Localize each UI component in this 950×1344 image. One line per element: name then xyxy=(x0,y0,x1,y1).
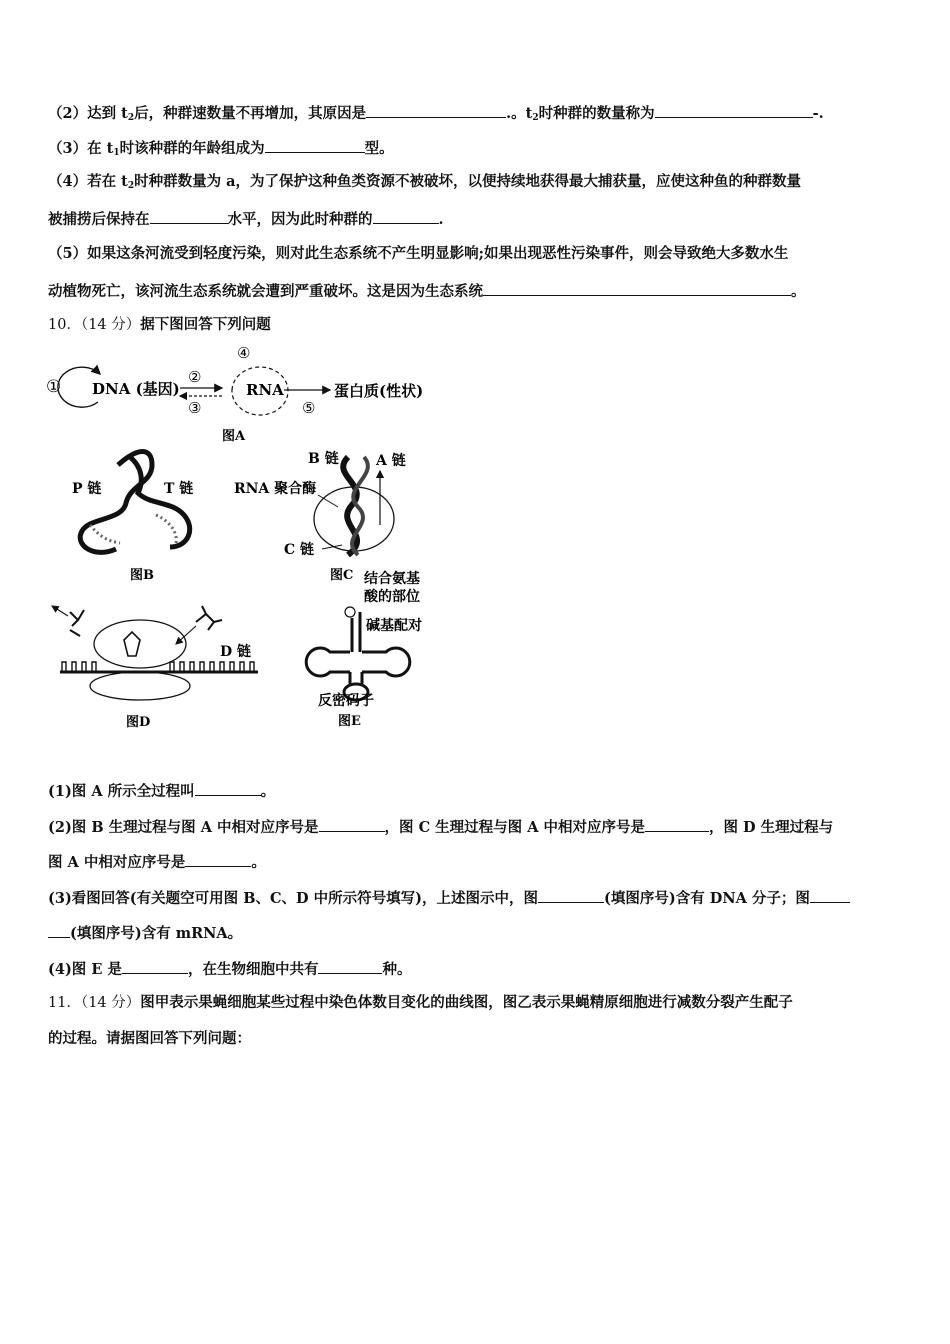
q11-line2: 的过程。请据图回答下列问题： xyxy=(48,1030,251,1047)
answer-blank[interactable] xyxy=(150,208,228,224)
answer-blank[interactable] xyxy=(48,922,70,938)
fig-b-t-chain: T 链 xyxy=(164,481,194,497)
fig-d-ribosome-large xyxy=(94,620,186,668)
q10-part3: (3)看图回答(有关题空可用图 B、C、D 中所示符号填写)，上述图示中，图 (填图序号)含有 DNA 分子；图 xyxy=(48,887,850,909)
q10-part4: (4)图 E 是 ，在生物细胞中共有 种。 xyxy=(48,958,411,980)
figure-b xyxy=(60,445,230,590)
answer-blank[interactable] xyxy=(538,887,604,903)
answer-blank[interactable] xyxy=(318,958,382,974)
q9-part2: （2）达到 $t_2$后，种群速数量不再增加，其原因是 .。$t_2$时种群的数量称为 -. xyxy=(48,102,824,128)
fig-e-amino-end xyxy=(345,607,355,617)
fig-e-base-pairing: 碱基配对 xyxy=(366,618,422,634)
figure-e xyxy=(290,568,450,733)
fig-e-acceptor-stem xyxy=(352,612,360,652)
q9-part4: （4）若在 $t_2$时种群数量为 a，为了保护这种鱼类资源不被破坏，以便持续地获得最大捕获量，应使这种鱼的种群数量 xyxy=(48,173,802,191)
fig-d-trna-right xyxy=(196,606,222,630)
fig-e-anticodon-stem xyxy=(350,672,362,684)
fig-e-cloverleaf-left xyxy=(306,648,350,676)
q9-part4-line2: 被捕捞后保持在 水平，因为此时种群的 . xyxy=(48,208,444,230)
fig-a-protein-label: 蛋白质(性状) xyxy=(334,382,424,400)
fig-d-trna-center xyxy=(124,632,140,656)
q10-part3-line2: (填图序号)含有 mRNA。 xyxy=(48,922,242,944)
fig-e-binding-site-2: 酸的部位 xyxy=(364,589,420,605)
fig-a-dna-label: DNA (基因) xyxy=(92,380,180,398)
fig-c-a-chain: A 链 xyxy=(376,453,406,469)
fig-d-trna-left xyxy=(70,610,84,636)
fig-e-binding-site-1: 结合氨基 xyxy=(364,571,420,587)
figure-d xyxy=(40,600,270,735)
answer-blank[interactable] xyxy=(810,887,850,903)
fig-b-caption: 图B xyxy=(130,568,154,583)
fig-a-rna-label: RNA xyxy=(246,381,284,399)
q9-part5-line2: 动植物死亡，该河流生态系统就会遭到严重破坏。这是因为生态系统 。 xyxy=(48,280,806,302)
answer-blank[interactable] xyxy=(373,208,439,224)
fig-c-b-chain: B 链 xyxy=(308,451,339,467)
answer-blank[interactable] xyxy=(185,851,251,867)
fig-c-caption: 图C xyxy=(330,568,354,583)
fig-b-helix-strand-2 xyxy=(130,457,190,547)
q9-part3: （3）在 $t_1$时该种群的年龄组成为 型。 xyxy=(48,137,394,163)
answer-blank[interactable] xyxy=(655,102,813,118)
fig-d-d-chain: D 链 xyxy=(220,644,252,660)
fig-b-helix-strand-1 xyxy=(80,452,152,553)
answer-blank[interactable] xyxy=(122,958,188,974)
q9-part5: （5）如果这条河流受到轻度污染，则对此生态系统不产生明显影响;如果出现恶性污染事件，则会导致绝大多数水生 xyxy=(48,245,789,262)
fig-e-cloverleaf-right xyxy=(362,648,410,676)
fig-a-circle-1: ① xyxy=(46,377,62,397)
fig-e-anticodon: 反密码子 xyxy=(318,693,374,709)
figure-a xyxy=(40,340,440,450)
fig-c-c-chain: C 链 xyxy=(284,542,315,558)
fig-a-circle-5: ⑤ xyxy=(302,399,316,417)
q10-part2-line2: 图 A 中相对应序号是 。 xyxy=(48,851,266,873)
q10-heading: 10．（14 分）据下图回答下列问题 xyxy=(48,316,271,333)
answer-blank[interactable] xyxy=(265,137,365,153)
answer-blank[interactable] xyxy=(319,816,385,832)
answer-blank[interactable] xyxy=(645,816,709,832)
fig-b-p-chain: P 链 xyxy=(72,481,102,497)
fig-c-polymerase: RNA 聚合酶 xyxy=(234,481,317,497)
fig-a-circle-4: ④ xyxy=(237,344,251,362)
fig-d-arrow-left xyxy=(52,606,68,616)
fig-d-caption: 图D xyxy=(126,715,151,730)
fig-a-caption: 图A xyxy=(222,429,246,444)
fig-d-ribosome-small xyxy=(90,672,190,700)
answer-blank[interactable] xyxy=(366,102,506,118)
fig-e-caption: 图E xyxy=(338,714,361,729)
fig-a-circle-3: ③ xyxy=(188,399,202,417)
q10-part1: (1)图 A 所示全过程叫 。 xyxy=(48,780,275,802)
q10-part2: (2)图 B 生理过程与图 A 中相对应序号是 ，图 C 生理过程与图 A 中相对应序号是 ，图 D 生理过程与 xyxy=(48,816,833,838)
answer-blank[interactable] xyxy=(195,780,261,796)
q11-heading: 11．（14 分）图甲表示果蝇细胞某些过程中染色体数目变化的曲线图，图乙表示果蝇精原细胞进行减数分裂产生配子 xyxy=(48,994,793,1011)
fig-a-circle-2: ② xyxy=(188,368,202,386)
answer-blank[interactable] xyxy=(483,280,791,296)
